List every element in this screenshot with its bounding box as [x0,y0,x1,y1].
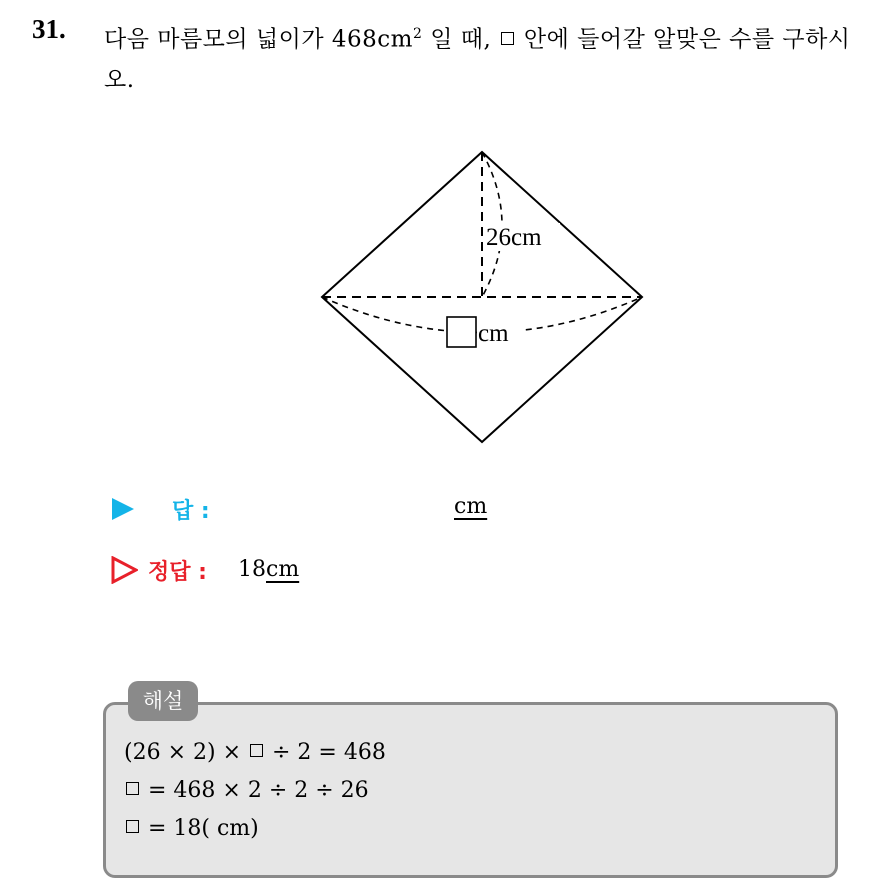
explanation-line-1-a: (26 × 2) × [124,740,248,765]
answer-label: 답 : [172,499,210,524]
correct-value-wrap [238,557,299,582]
explanation-line-3 [124,810,386,848]
blank-box-icon [126,820,139,833]
explanation-line-3-b: = 18( cm) [141,816,259,841]
question-text-part3: 안에 들어갈 알맞은 수를 구하시오. [104,26,851,93]
explanation-line-2 [124,772,386,810]
question-number: 31. [32,14,66,44]
correct-label: 정답 : [148,560,207,585]
question-text-part2: 일 때, [422,26,500,53]
correct-value: 18 [238,557,266,582]
blank-width-box [447,317,476,347]
square-exponent: 2 [413,26,423,42]
width-label: cm [478,320,509,347]
blank-box-icon [501,32,514,45]
correct-unit: cm [266,557,300,582]
answer-unit: cm [454,494,488,519]
question-text [104,14,864,100]
rhombus-figure [310,140,655,460]
explanation-tab: 해설 [128,681,198,721]
explanation-line-1 [124,734,386,772]
blank-box-icon [126,782,139,795]
outline-triangle-icon [110,556,138,584]
explanation-line-1-b: ÷ 2 = 468 [265,740,386,765]
explanation-lines [124,734,386,848]
explanation-line-2-b: = 468 × 2 ÷ 2 ÷ 26 [141,778,369,803]
answer-row [108,492,528,528]
height-label: 26cm [486,224,542,251]
blank-box-icon [250,744,263,757]
play-triangle-icon [112,498,134,520]
question-text-part1: 다음 마름모의 넓이가 468cm [104,26,413,53]
correct-answer-row [108,554,528,590]
